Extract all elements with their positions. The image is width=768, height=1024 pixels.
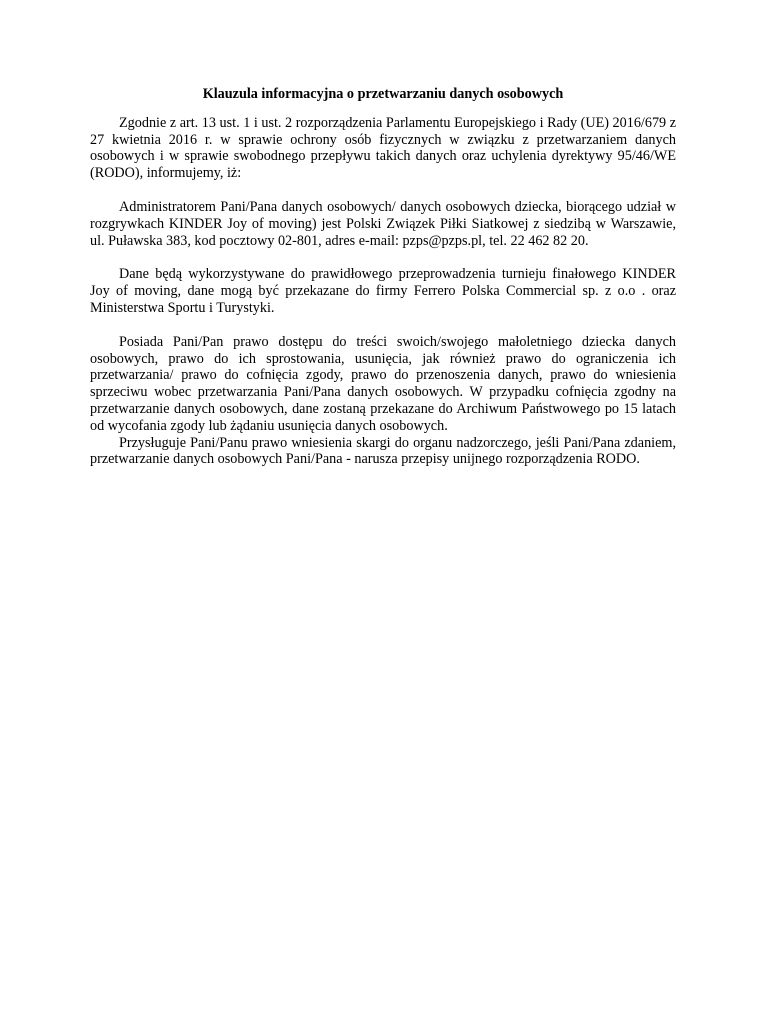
document-content [90,86,676,468]
document-title: Klauzula informacyjna o przetwarzaniu danych osobowych [202,86,564,102]
paragraph-legal-basis: Zgodnie z art. 13 ust. 1 i ust. 2 rozporządzenia Parlamentu Europejskiego i Rady (UE) 2016/679 z 27 kwietnia 2016 r. w sprawie ochrony osób fizycznych w związku z przetwarzaniem danych osobowych i w sprawie swobodnego przepływu takich danych oraz uchylenia dyrektywy 95/46/WE (RODO), informujemy, iż: [90,114,676,182]
paragraph-rights: Posiada Pani/Pan prawo dostępu do treści swoich/swojego małoletniego dziecka danych osobowych, prawo do ich sprostowania, usunięcia, jak również prawo do ograniczenia ich przetwarzania/ prawo do cofnięcia zgody, prawo do przenoszenia danych, prawo do wniesienia sprzeciwu wobec przetwarzania Pani/Pana danych osobowych. W przypadku cofnięcia zgodny na przetwarzanie danych osobowych, dane zostaną przekazane do Archiwum Państwowego po 15 latach od wycofania zgody lub żądaniu usunięcia danych osobowych. [90,333,676,434]
paragraph-data-usage: Dane będą wykorzystywane do prawidłowego przeprowadzenia turnieju finałowego KINDER Joy of moving, dane mogą być przekazane do firmy Ferrero Polska Commercial sp. z o.o . oraz Ministerstwa Sportu i Turystyki. [90,266,676,316]
paragraph-complaint: Przysługuje Pani/Panu prawo wniesienia skargi do organu nadzorczego, jeśli Pani/Pana zdaniem, przetwarzanie danych osobowych Pani/Pana - narusza przepisy unijnego rozporządzenia RODO. [90,434,676,468]
paragraph-administrator: Administratorem Pani/Pana danych osobowych/ danych osobowych dziecka, biorącego udział w rozgrywkach KINDER Joy of moving) jest Polski Związek Piłki Siatkowej z siedzibą w Warszawie, ul. Puławska 383, kod pocztowy 02-801, adres e-mail: pzps@pzps.pl, tel. 22 462 82 20. [90,198,676,249]
